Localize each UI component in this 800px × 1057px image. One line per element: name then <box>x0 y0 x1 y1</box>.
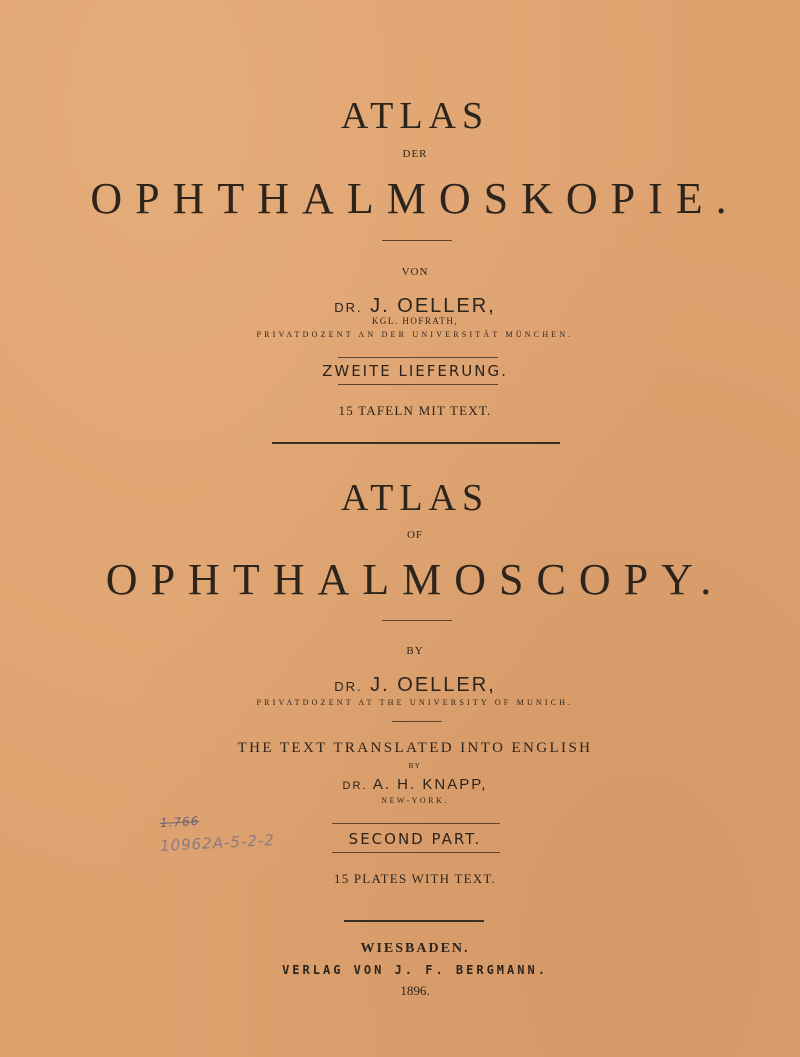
translation-by: BY <box>408 762 422 770</box>
handwritten-shelfmark: 10962A-5-2-2 <box>159 831 276 855</box>
english-by: BY <box>406 645 424 657</box>
german-title-atlas: ATLAS <box>340 95 490 137</box>
english-connector: OF <box>406 529 424 541</box>
english-author-position: PRIVATDOZENT AT THE UNIVERSITY OF MUNICH. <box>256 698 574 707</box>
author-name: J. OELLER, <box>370 674 496 696</box>
divider <box>332 852 500 853</box>
german-author-position: PRIVATDOZENT AN DER UNIVERSITÄT MÜNCHEN. <box>256 330 574 339</box>
german-plates: 15 TAFELN MIT TEXT. <box>338 403 492 418</box>
english-part: SECOND PART. <box>348 830 482 848</box>
german-title-main: OPHTHALMOSKOPIE. <box>90 174 740 223</box>
german-connector: DER <box>402 148 428 160</box>
crossed-out-shelfmark: 1.766 <box>159 813 200 831</box>
translator-name: A. H. KNAPP, <box>372 776 488 793</box>
english-author <box>20 675 800 695</box>
divider <box>338 357 498 358</box>
divider <box>382 240 452 241</box>
translator-prefix: DR. <box>342 780 368 792</box>
author-prefix: DR. <box>334 679 363 694</box>
imprint-city: WIESBADEN. <box>360 941 470 956</box>
translation-note: THE TEXT TRANSLATED INTO ENGLISH <box>237 740 593 756</box>
imprint-publisher: VERLAG VON J. F. BERGMANN. <box>282 963 548 977</box>
divider <box>392 721 442 722</box>
english-title-main: OPHTHALMOSCOPY. <box>105 555 725 604</box>
section-divider <box>344 920 484 922</box>
author-prefix: DR. <box>334 300 363 315</box>
imprint-year: 1896. <box>400 983 430 998</box>
translator <box>20 777 800 792</box>
author-name: J. OELLER, <box>370 295 496 317</box>
section-divider <box>272 442 560 444</box>
english-title-atlas: ATLAS <box>340 477 490 519</box>
german-author-title: KGL. HOFRATH, <box>371 316 459 326</box>
divider <box>332 823 500 824</box>
german-part: ZWEITE LIEFERUNG. <box>322 362 508 380</box>
german-author <box>20 296 800 316</box>
translator-city: NEW-YORK. <box>381 796 449 805</box>
divider <box>338 384 498 385</box>
english-plates: 15 PLATES WITH TEXT. <box>334 871 496 886</box>
divider <box>382 620 452 621</box>
german-by: VON <box>401 266 429 278</box>
